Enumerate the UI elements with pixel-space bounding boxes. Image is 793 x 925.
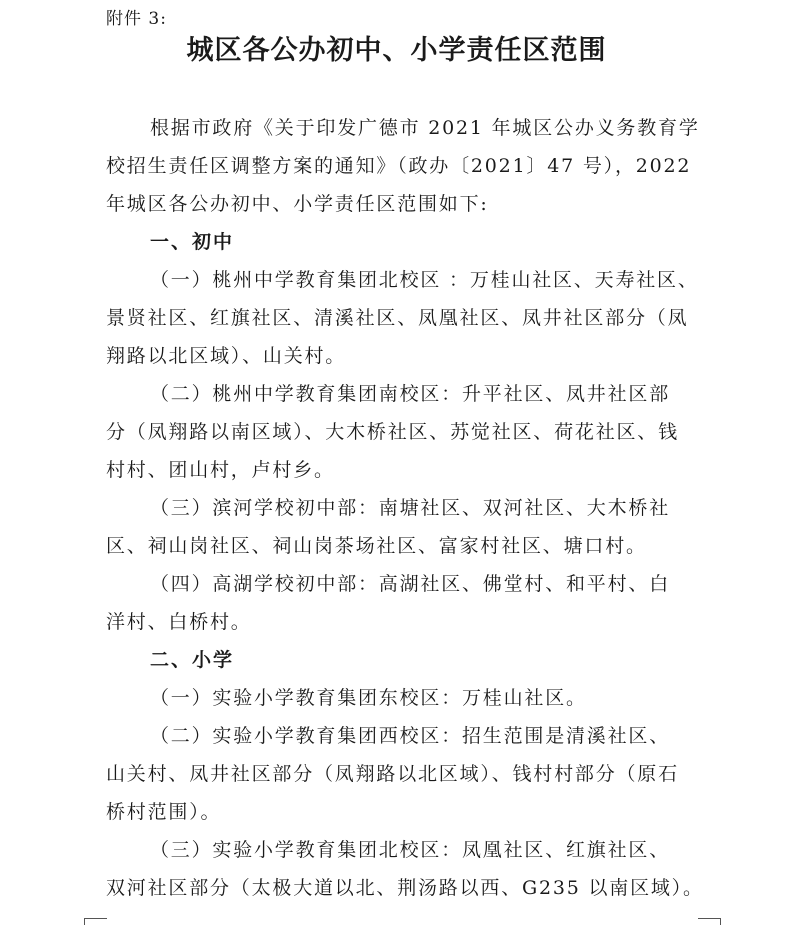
body-line: 根据市政府《关于印发广德市 2021 年城区公办义务教育学 (150, 117, 700, 139)
body-line: （三）实验小学教育集团北校区：凤凰社区、红旗社区、 (150, 839, 671, 861)
attachment-label: 附件 3: (106, 9, 167, 29)
body-line: 山关村、凤井社区部分（凤翔路以北区域）、钱村村部分（原石 (106, 763, 679, 785)
document-title: 城区各公办初中、小学责任区范围 (186, 35, 607, 66)
section-heading: 一、初中 (150, 231, 235, 253)
body-line: 翔路以北区域）、山关村。 (106, 345, 347, 367)
body-line: （三）滨河学校初中部：南塘社区、双河社区、大木桥社 (150, 497, 671, 519)
body-line: 景贤社区、红旗社区、清溪社区、凤凰社区、凤井社区部分（凤 (106, 307, 689, 329)
body-line: 校招生责任区调整方案的通知》（政办〔2021〕47 号），2022 (106, 155, 692, 177)
body-line: （四）高湖学校初中部：高湖社区、佛堂村、和平村、白 (150, 573, 671, 595)
body-line: 区、祠山岗社区、祠山岗茶场社区、富家村社区、塘口村。 (106, 535, 647, 557)
body-line: （一）实验小学教育集团东校区：万桂山社区。 (150, 687, 587, 709)
body-line: 双河社区部分（太极大道以北、荆汤路以西、G235 以南区域）。 (106, 877, 704, 899)
body-line: 村村、团山村，卢村乡。 (106, 459, 335, 481)
body-line: 年城区各公办初中、小学责任区范围如下: (106, 193, 489, 215)
body-line: （二）实验小学教育集团西校区：招生范围是清溪社区、 (150, 725, 671, 747)
section-heading: 二、小学 (150, 649, 235, 671)
body-line: 洋村、白桥村。 (106, 611, 252, 633)
body-line: （一）桃州中学教育集团北校区 ：万桂山社区、天寿社区、 (150, 269, 699, 291)
body-line: 分（凤翔路以南区域）、大木桥社区、苏觉社区、荷花社区、钱 (106, 421, 679, 443)
body-line: （二）桃州中学教育集团南校区：升平社区、凤井社区部 (150, 383, 671, 405)
body-line: 桥村范围）。 (106, 801, 222, 823)
